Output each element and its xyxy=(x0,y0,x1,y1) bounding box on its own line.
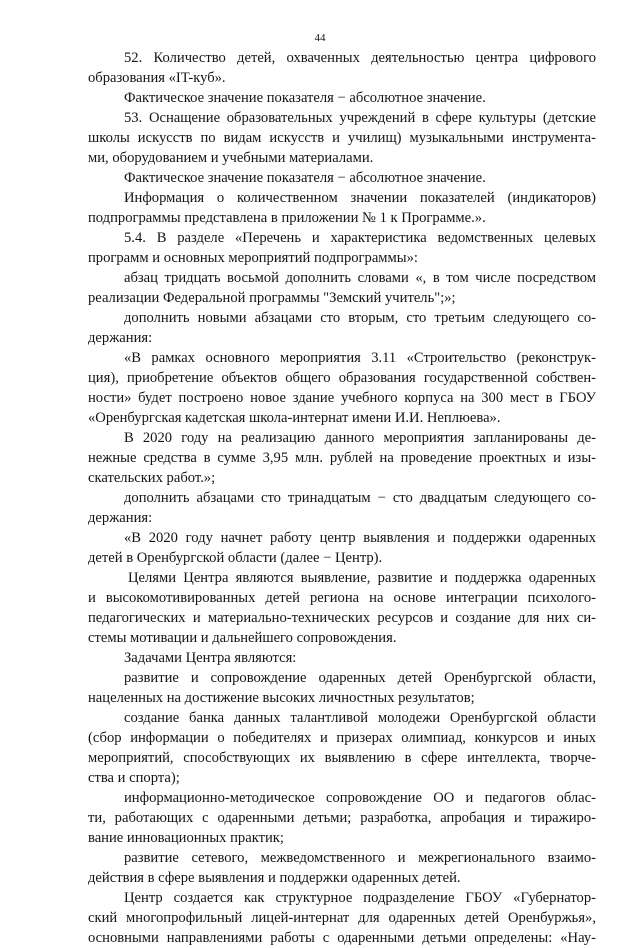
text-line: и высокомотивированных детей региона на основе интеграции психолого- xyxy=(88,590,596,606)
text-line: ности» будет построено новое здание учебного корпуса на 300 мест в ГБОУ xyxy=(88,390,596,406)
text-line: стемы мотивации и дальнейшего сопровождения. xyxy=(88,630,397,646)
text-line: (сбор информации о победителях и призерах олимпиад, конкурсов и иных xyxy=(88,730,596,746)
text-line: детей в Оренбургской области (далее − Центр). xyxy=(88,550,383,566)
text-line: ский многопрофильный лицей-интернат для одаренных детей Оренбуржья», xyxy=(88,910,596,926)
text-line: нацеленных на достижение высоких личностных результатов; xyxy=(88,690,475,706)
text-line: информационно-методическое сопровождение ОО и педагогов облас- xyxy=(124,790,596,806)
text-line: Информация о количественном значении показателей (индикаторов) xyxy=(124,190,596,206)
text-line: ти, работающих с одаренными детьми; разработка, апробация и тиражиро- xyxy=(88,810,596,826)
page-number: 44 xyxy=(314,32,326,44)
text-line: «Оренбургская кадетская школа-интернат имени И.И. Неплюева». xyxy=(88,410,501,426)
text-line: школы искусств по видам искусств и училищ) музыкальными инструмента- xyxy=(88,130,596,146)
text-line: 5.4. В разделе «Перечень и характеристика ведомственных целевых xyxy=(124,230,596,246)
text-line: ми, оборудованием и учебными материалами. xyxy=(88,150,374,166)
text-line: Фактическое значение показателя − абсолютное значение. xyxy=(124,170,486,186)
text-line: реализации Федеральной программы "Земский учитель";»; xyxy=(88,290,456,306)
text-line: держания: xyxy=(88,510,153,526)
text-line: вание инновационных практик; xyxy=(88,830,284,846)
text-line: образования «IT-куб». xyxy=(88,70,226,86)
text-line: В 2020 году на реализацию данного мероприятия запланированы де- xyxy=(124,430,596,446)
text-line: нежные средства в сумме 3,95 млн. рублей на проведение проектных и изы- xyxy=(88,450,596,466)
text-line: создание банка данных талантливой молодежи Оренбургской области xyxy=(124,710,596,726)
text-line: абзац тридцать восьмой дополнить словами «, в том числе посредством xyxy=(124,270,596,286)
text-line: 53. Оснащение образовательных учреждений в сфере культуры (детские xyxy=(124,110,596,126)
text-line: мероприятий, способствующих их выявлению в сфере интеллекта, творче- xyxy=(88,750,596,766)
text-line: дополнить абзацами сто тринадцатым − сто двадцатым следующего со- xyxy=(124,490,596,506)
text-line: подпрограммы представлена в приложении № 1 к Программе.». xyxy=(88,210,486,226)
text-line: Центр создается как структурное подразделение ГБОУ «Губернатор- xyxy=(124,890,596,906)
text-line: дополнить новыми абзацами сто вторым, сто третьим следующего со- xyxy=(124,310,596,326)
text-line: «В рамках основного мероприятия 3.11 «Строительство (реконструк- xyxy=(124,350,596,366)
text-line: действия в сфере выявления и поддержки одаренных детей. xyxy=(88,870,461,886)
text-line: скательских работ.»; xyxy=(88,470,216,486)
document-body xyxy=(88,48,596,948)
text-line: 52. Количество детей, охваченных деятельностью центра цифрового xyxy=(124,50,596,66)
text-line: ства и спорта); xyxy=(88,770,180,786)
text-line: ция), приобретение объектов общего образования государственной собствен- xyxy=(88,370,596,386)
text-line: «В 2020 году начнет работу центр выявления и поддержки одаренных xyxy=(124,530,596,546)
text-line: Задачами Центра являются: xyxy=(124,650,297,666)
text-line: Целями Центра являются выявление, развитие и поддержка одаренных xyxy=(128,570,596,586)
text-line: педагогических и материально-технических ресурсов и создание для них си- xyxy=(88,610,596,626)
text-line: развитие сетевого, межведомственного и межрегионального взаимо- xyxy=(124,850,596,866)
text-line: Фактическое значение показателя − абсолютное значение. xyxy=(124,90,486,106)
text-line: программ и основных мероприятий подпрограммы»: xyxy=(88,250,418,266)
text-line: развитие и сопровождение одаренных детей Оренбургской области, xyxy=(124,670,596,686)
text-line: основными направлениями работы с одаренными детьми определены: «Нау- xyxy=(88,930,596,946)
text-line: держания: xyxy=(88,330,153,346)
